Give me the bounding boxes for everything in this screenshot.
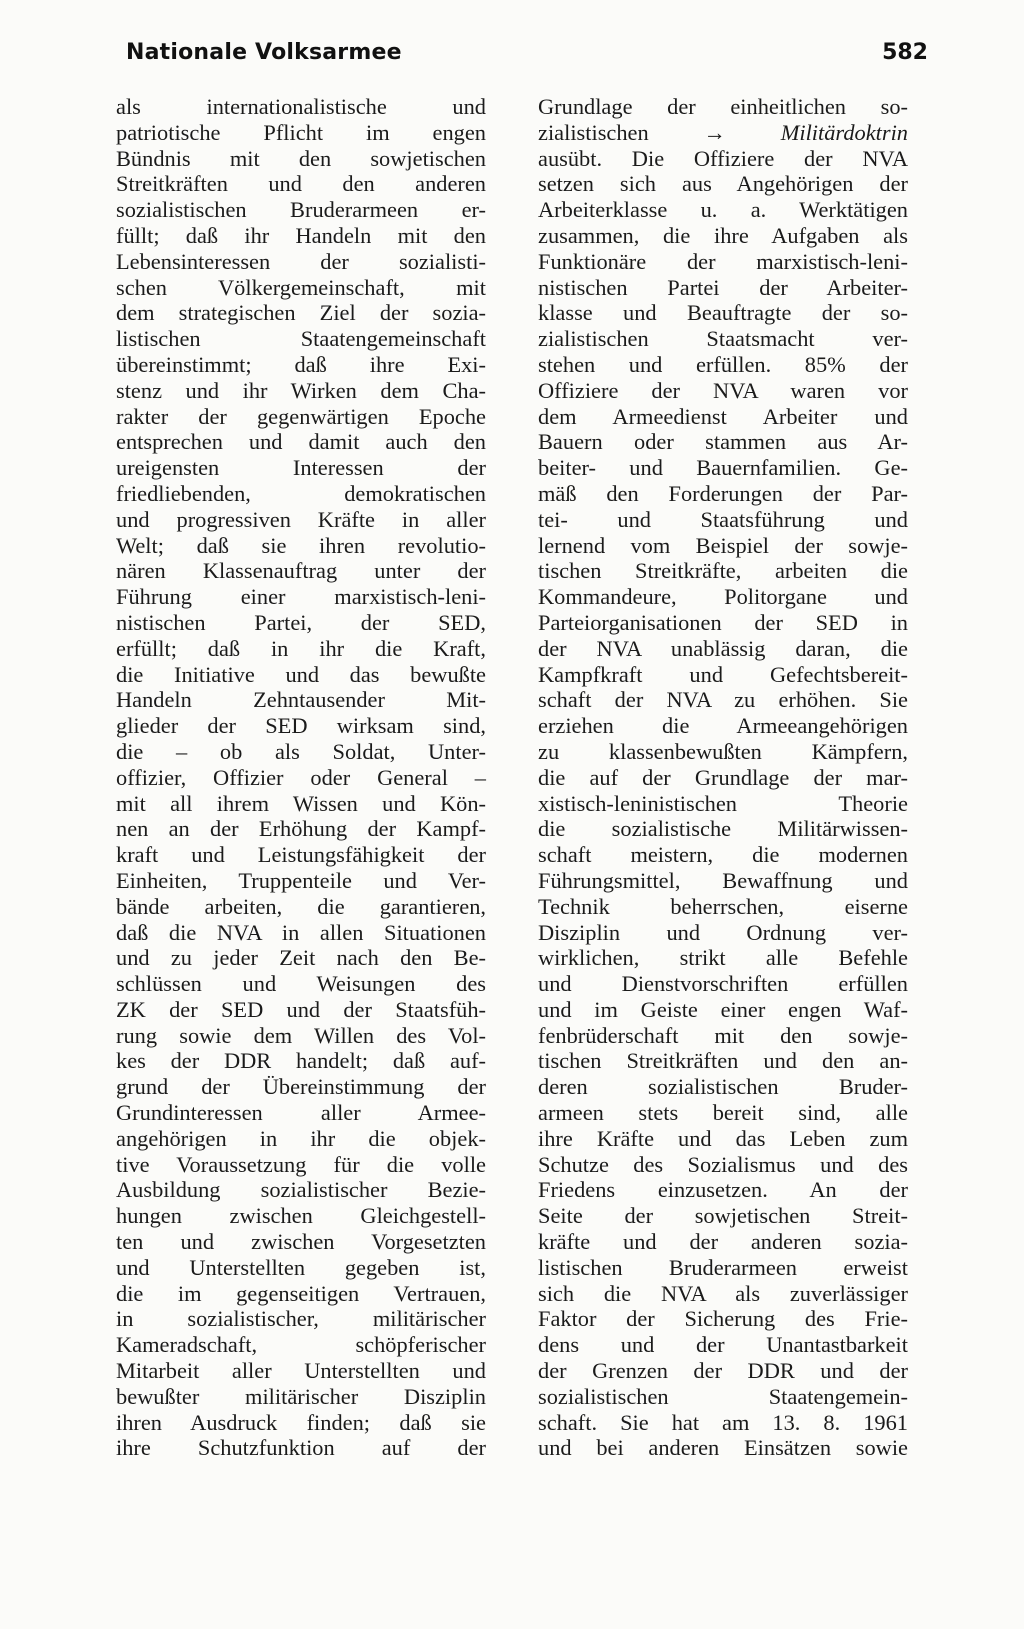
text-line: friedliebenden, demokratischen [116,480,486,506]
text-line: Disziplin und Ordnung ver- [538,919,908,945]
text-line: entsprechen und damit auch den [116,429,486,455]
text-line: die sozialistische Militärwissen- [538,816,908,842]
text-line: nen an der Erhöhung der Kampf- [116,816,486,842]
text-line: in sozialistischer, militärischer [116,1306,486,1332]
text-line: Führungsmittel, Bewaffnung und [538,867,908,893]
text-line: Kameradschaft, schöpferischer [116,1332,486,1358]
text-line: als internationalistische und [116,94,486,119]
text-line: fenbrüderschaft mit den sowje- [538,1022,908,1048]
text-line: bewußter militärischer Disziplin [116,1383,486,1409]
text-line: die Initiative und das bewußte [116,661,486,687]
text-line: Mitarbeit aller Unterstellten und [116,1358,486,1384]
text-line: armeen stets bereit sind, alle [538,1100,908,1126]
text-line: Parteiorganisationen der SED in [538,609,908,635]
text-line: offizier, Offizier oder General – [116,764,486,790]
text-line: zu klassenbewußten Kämpfern, [538,738,908,764]
text-line: Kommandeure, Politorgane und [538,584,908,610]
text-line: ihre Kräfte und das Leben zum [538,1125,908,1151]
text-line: Friedens einzusetzen. An der [538,1177,908,1203]
text-line: schaft der NVA zu erhöhen. Sie [538,687,908,713]
text-line: Führung einer marxistisch-leni- [116,584,486,610]
text-line: und progressiven Kräfte in aller [116,506,486,532]
text-line: sozialistischen Staatengemein- [538,1383,908,1409]
text-line: Welt; daß sie ihren revolutio- [116,532,486,558]
cross-reference-term: Militärdoktrin [780,119,908,145]
text-line: schlüssen und Weisungen des [116,971,486,997]
text-line: schaft meistern, die modernen [538,842,908,868]
text-line: die im gegenseitigen Vertrauen, [116,1280,486,1306]
text-line: und zu jeder Zeit nach den Be- [116,945,486,971]
text-line: sich die NVA als zuverlässiger [538,1280,908,1306]
text-line: dem strategischen Ziel der sozia- [116,300,486,326]
text-line: grund der Übereinstimmung der [116,1074,486,1100]
text-line: Funktionäre der marxistisch-leni- [538,248,908,274]
text-line: Grundlage der einheitlichen so- [538,94,908,119]
text-line: nären Klassenauftrag unter der [116,558,486,584]
text-line: erfüllt; daß in ihr die Kraft, [116,635,486,661]
text-line: stenz und ihr Wirken dem Cha- [116,377,486,403]
text-line: nistischen Partei der Arbeiter- [538,274,908,300]
text-line: erziehen die Armeeangehörigen [538,713,908,739]
text-line: Einheiten, Truppenteile und Ver- [116,867,486,893]
text-line: der NVA unablässig daran, die [538,635,908,661]
text-line: zialistischen Staatsmacht ver- [538,326,908,352]
text-line: schaft. Sie hat am 13. 8. 1961 [538,1409,908,1435]
text-line: setzen sich aus Angehörigen der [538,171,908,197]
text-line: nistischen Partei, der SED, [116,609,486,635]
text-line: deren sozialistischen Bruder- [538,1074,908,1100]
text-line: die – ob als Soldat, Unter- [116,738,486,764]
text-line: tei- und Staatsführung und [538,506,908,532]
text-line: lernend vom Beispiel der sowje- [538,532,908,558]
text-line: Schutze des Sozialismus und des [538,1151,908,1177]
text-line: Faktor der Sicherung des Frie- [538,1306,908,1332]
text-line: mit all ihrem Wissen und Kön- [116,790,486,816]
text-line: die auf der Grundlage der mar- [538,764,908,790]
text-line: glieder der SED wirksam sind, [116,713,486,739]
text-line: Lebensinteressen der sozialisti- [116,248,486,274]
running-head-title: Nationale Volksarmee [126,40,402,65]
text-line: kraft und Leistungsfähigkeit der [116,842,486,868]
text-line: Arbeiterklasse u. a. Werktätigen [538,197,908,223]
text-line: füllt; daß ihr Handeln mit den [116,222,486,248]
text-line: mäß den Forderungen der Par- [538,480,908,506]
text-line: rung sowie dem Willen des Vol- [116,1022,486,1048]
text-line: Streitkräften und den anderen [116,171,486,197]
text-line: xistisch-leninistischen Theorie [538,790,908,816]
text-line: zialistischen → Militärdoktrin [538,119,908,145]
text-line: ureigensten Interessen der [116,455,486,481]
text-line: zusammen, die ihre Aufgaben als [538,222,908,248]
text-line: angehörigen in ihr die objek- [116,1125,486,1151]
text-line: und im Geiste einer engen Waf- [538,996,908,1022]
text-line: dem Armeedienst Arbeiter und [538,403,908,429]
text-line: tischen Streitkräfte, arbeiten die [538,558,908,584]
text-line: Technik beherrschen, eiserne [538,893,908,919]
text-line: ten und zwischen Vorgesetzten [116,1229,486,1255]
text-column-left [116,94,486,1461]
text-line: tive Voraussetzung für die volle [116,1151,486,1177]
text-line: patriotische Pflicht im engen [116,119,486,145]
text-line: stehen und erfüllen. 85% der [538,351,908,377]
text-line: der Grenzen der DDR und der [538,1358,908,1384]
text-line: klasse und Beauftragte der so- [538,300,908,326]
text-line: kräfte und der anderen sozia- [538,1229,908,1255]
text-line: Grundinteressen aller Armee- [116,1100,486,1126]
text-line: und bei anderen Einsätzen sowie [538,1435,908,1461]
text-line: kes der DDR handelt; daß auf- [116,1048,486,1074]
text-line: Bauern oder stammen aus Ar- [538,429,908,455]
text-line: ihre Schutzfunktion auf der [116,1435,486,1461]
text-line: daß die NVA in allen Situationen [116,919,486,945]
text-column-right [538,94,908,1461]
text-line: Ausbildung sozialistischer Bezie- [116,1177,486,1203]
text-line: übereinstimmt; daß ihre Exi- [116,351,486,377]
text-line: bände arbeiten, die garantieren, [116,893,486,919]
page-number: 582 [882,40,928,65]
text-line: Handeln Zehntausender Mit- [116,687,486,713]
text-line: rakter der gegenwärtigen Epoche [116,403,486,429]
text-line: ihren Ausdruck finden; daß sie [116,1409,486,1435]
text-line: sozialistischen Bruderarmeen er- [116,197,486,223]
text-line: und Dienstvorschriften erfüllen [538,971,908,997]
text-line: beiter- und Bauernfamilien. Ge- [538,455,908,481]
text-line: Offiziere der NVA waren vor [538,377,908,403]
text-line: Seite der sowjetischen Streit- [538,1203,908,1229]
text-line: hungen zwischen Gleichgestell- [116,1203,486,1229]
text-line: listischen Bruderarmeen erweist [538,1254,908,1280]
text-line: ZK der SED und der Staatsfüh- [116,996,486,1022]
text-line: und Unterstellten gegeben ist, [116,1254,486,1280]
text-line: wirklichen, strikt alle Befehle [538,945,908,971]
text-line: Bündnis mit den sowjetischen [116,145,486,171]
text-line: tischen Streitkräften und den an- [538,1048,908,1074]
text-line: schen Völkergemeinschaft, mit [116,274,486,300]
text-line: listischen Staatengemeinschaft [116,326,486,352]
text-line: Kampfkraft und Gefechtsbereit- [538,661,908,687]
text-line: dens und der Unantastbarkeit [538,1332,908,1358]
text-line: ausübt. Die Offiziere der NVA [538,145,908,171]
